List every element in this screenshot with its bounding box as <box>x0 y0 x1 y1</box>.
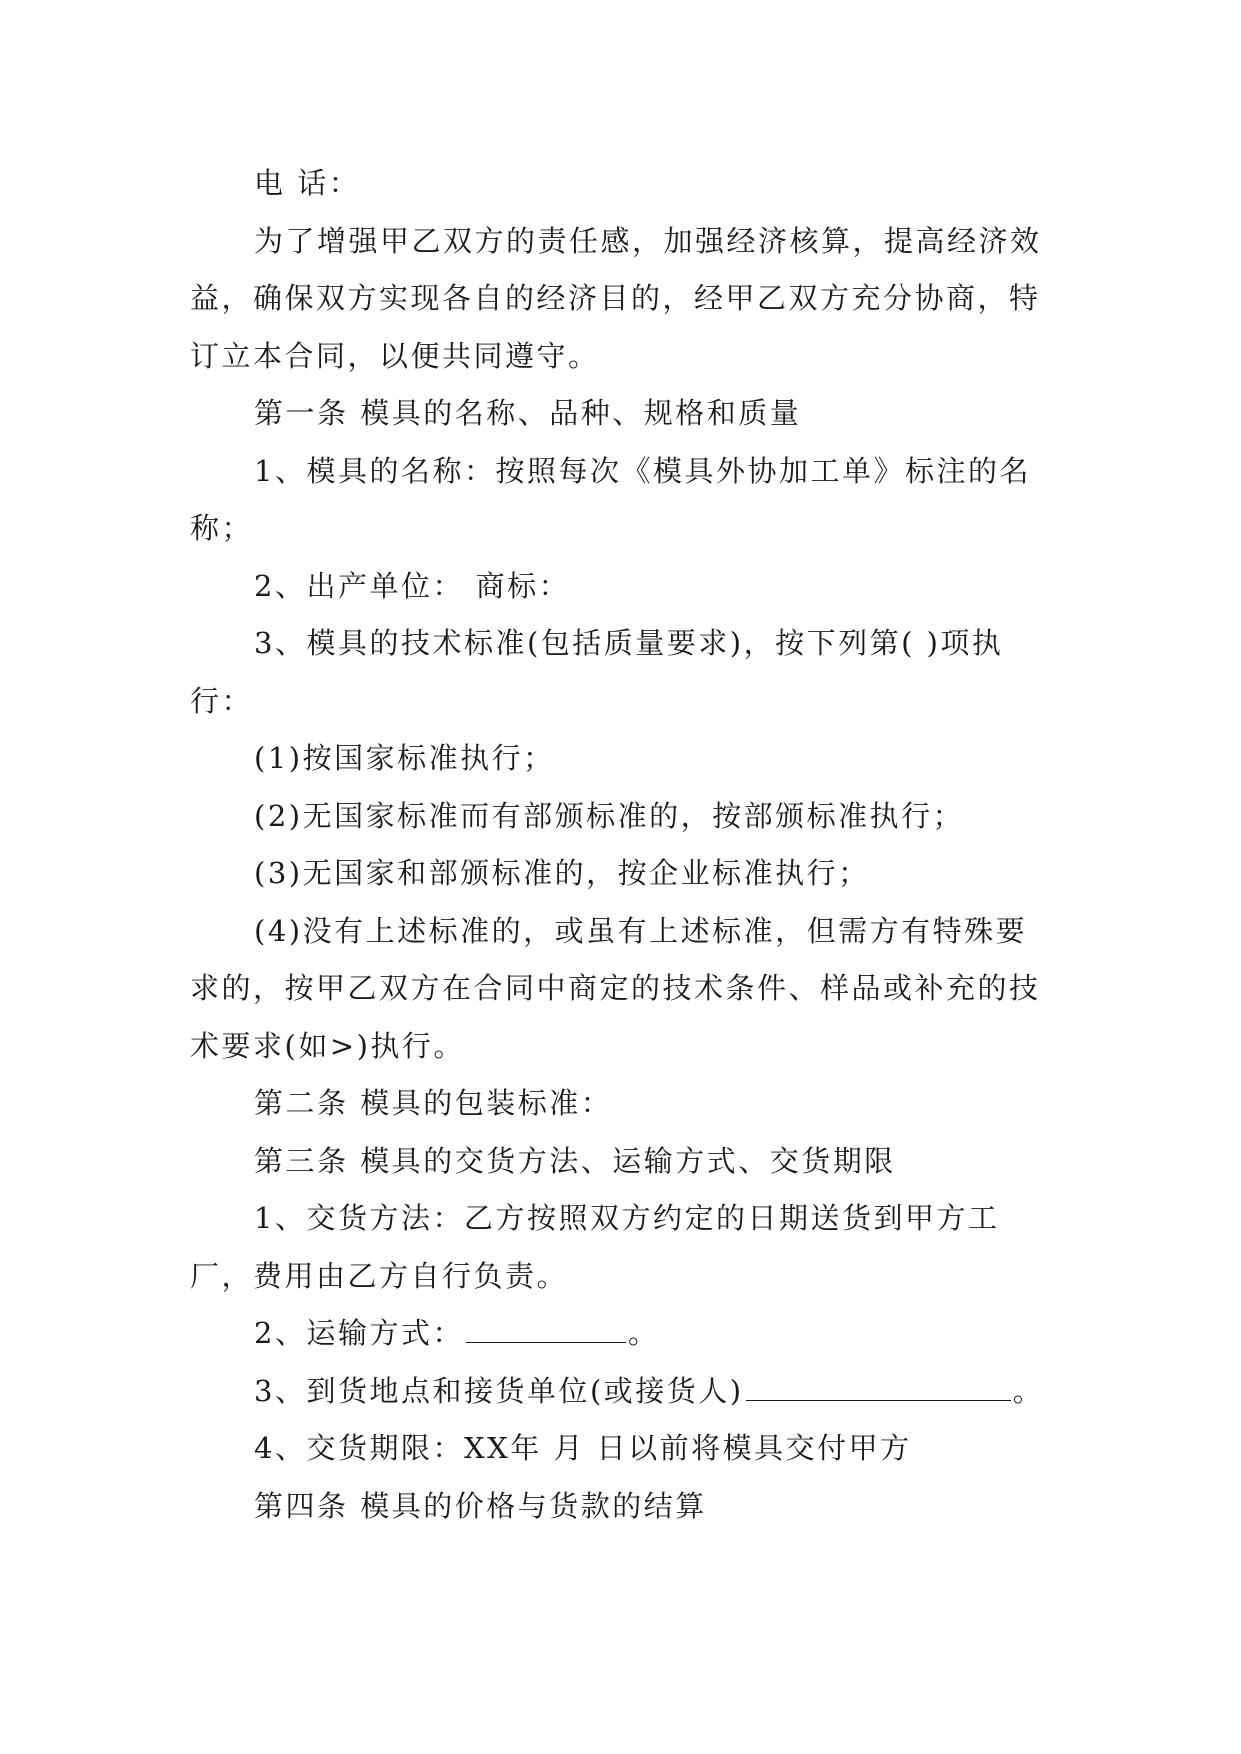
technical-standard-clause: 3、模具的技术标准(包括质量要求)，按下列第( )项执行： <box>190 626 1004 718</box>
article-3-heading: 第三条 模具的交货方法、运输方式、交货期限 <box>254 1143 896 1178</box>
producer-trademark-clause: 2、出产单位： 商标： <box>254 568 571 603</box>
contract-body <box>190 155 1050 1535</box>
preamble-paragraph: 为了增强甲乙双方的责任感，加强经济核算，提高经济效益，确保双方实现各自的经济目的，经甲乙双方充分协商，特订立本合同，以便共同遵守。 <box>190 223 1042 373</box>
mold-name-clause: 1、模具的名称：按照每次《模具外协加工单》标注的名称； <box>190 453 1031 545</box>
delivery-place-label: 3、到货地点和接货单位(或接货人) <box>254 1373 744 1408</box>
article-2-heading: 第二条 模具的包装标准： <box>254 1086 613 1120</box>
transport-method-blank <box>466 1312 626 1343</box>
delivery-method-clause: 1、交货方法：乙方按照双方约定的日期送货到甲方工厂，费用由乙方自行负责。 <box>190 1201 1000 1293</box>
phone-line: 电 话： <box>254 166 361 200</box>
delivery-place-clause <box>190 1363 1050 1421</box>
transport-method-end: 。 <box>627 1316 660 1350</box>
transport-method-clause <box>190 1305 1050 1363</box>
article-1-heading: 第一条 模具的名称、品种、规格和质量 <box>254 396 802 430</box>
delivery-place-blank <box>746 1370 1011 1401</box>
standard-option-2: (2)无国家标准而有部颁标准的，按部颁标准执行； <box>254 798 965 833</box>
article-4-heading: 第四条 模具的价格与货款的结算 <box>254 1488 707 1523</box>
standard-option-3: (3)无国家和部颁标准的，按企业标准执行； <box>254 856 870 890</box>
standard-option-1: (1)按国家标准执行； <box>254 741 555 775</box>
transport-method-label: 2、运输方式： <box>254 1316 464 1350</box>
standard-option-4: (4)没有上述标准的，或虽有上述标准，但需方有特殊要求的，按甲乙双方在合同中商定的技术条件、样品或补充的技术要求(如>)执行。 <box>190 913 1041 1063</box>
delivery-deadline-clause: 4、交货期限：XX年 月 日以前将模具交付甲方 <box>254 1431 912 1465</box>
delivery-place-end: 。 <box>1012 1373 1045 1408</box>
